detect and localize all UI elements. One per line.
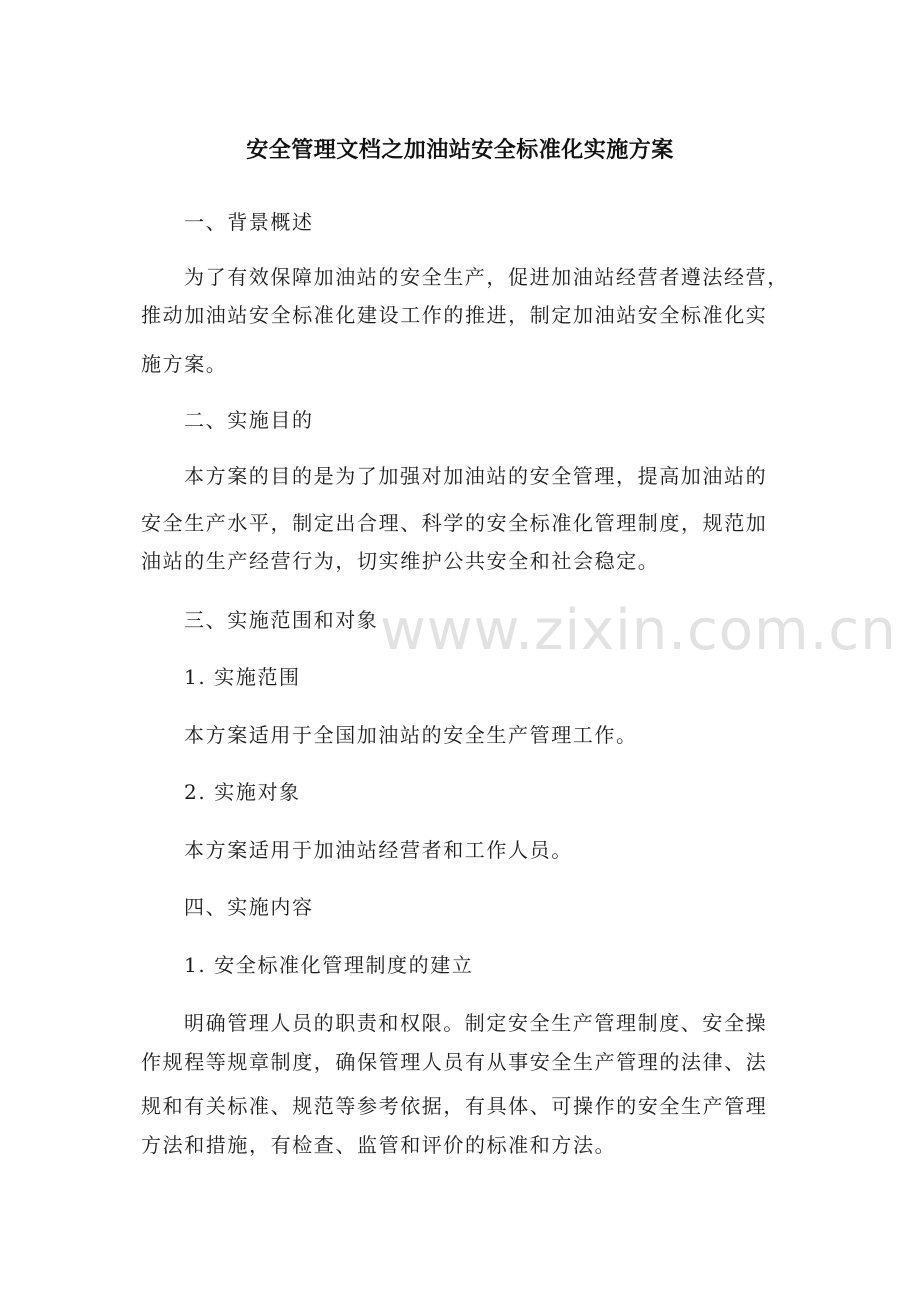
paragraph-line: 推动加油站安全标准化建设工作的推进，制定加油站安全标准化实	[141, 303, 768, 327]
paragraph-line: 本方案适用于全国加油站的安全生产管理工作。	[184, 723, 638, 747]
paragraph-line: 规和有关标准、规范等参考依据，有具体、可操作的安全生产管理	[141, 1094, 768, 1118]
paragraph-line: 为了有效保障加油站的安全生产，促进加油站经营者遵法经营，	[184, 265, 789, 289]
section-heading-purpose: 二、实施目的	[184, 408, 314, 432]
paragraph-line: 安全生产水平，制定出合理、科学的安全标准化管理制度，规范加	[141, 511, 768, 535]
subheading-scope: 1. 实施范围	[184, 665, 301, 689]
paragraph-line: 作规程等规章制度，确保管理人员有从事安全生产管理的法律、法	[141, 1050, 768, 1074]
document-title: 安全管理文档之加油站安全标准化实施方案	[246, 138, 674, 163]
watermark: www.zixin.com.cn	[380, 598, 897, 663]
section-heading-background: 一、背景概述	[184, 210, 314, 234]
paragraph-line: 施方案。	[141, 352, 228, 376]
paragraph-line: 本方案的目的是为了加强对加油站的安全管理，提高加油站的	[184, 464, 768, 488]
paragraph-line: 本方案适用于加油站经营者和工作人员。	[184, 838, 573, 862]
subheading-target: 2. 实施对象	[184, 780, 301, 804]
section-heading-content: 四、实施内容	[184, 895, 314, 919]
subheading-system: 1. 安全标准化管理制度的建立	[184, 953, 474, 977]
paragraph-line: 方法和措施，有检查、监管和评价的标准和方法。	[141, 1133, 617, 1157]
paragraph-line: 油站的生产经营行为，切实维护公共安全和社会稳定。	[141, 549, 660, 573]
section-heading-scope: 三、实施范围和对象	[184, 608, 379, 632]
paragraph-line: 明确管理人员的职责和权限。制定安全生产管理制度、安全操	[184, 1011, 768, 1035]
